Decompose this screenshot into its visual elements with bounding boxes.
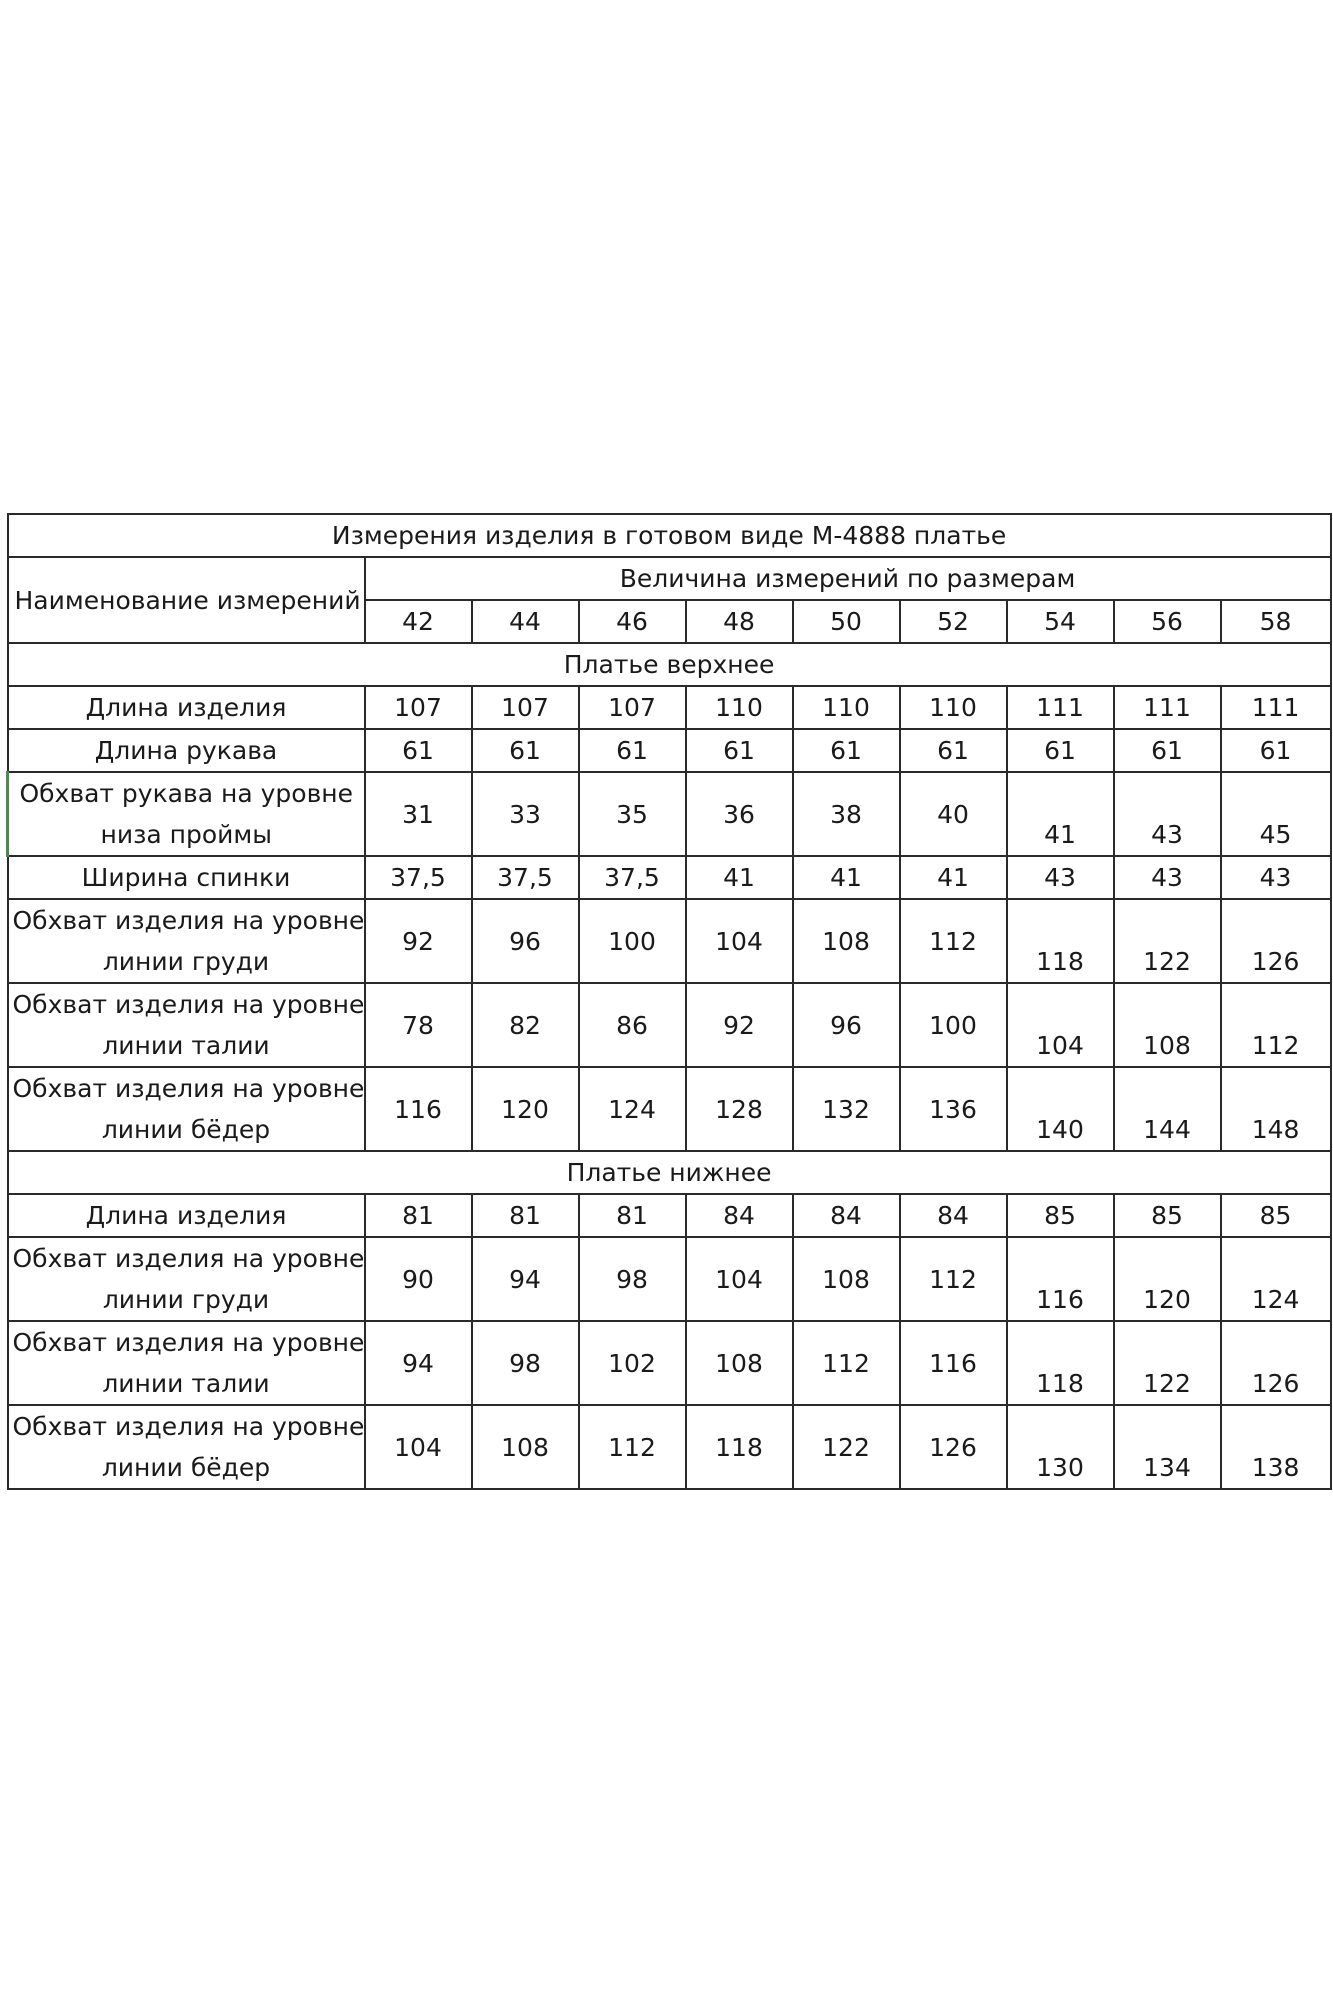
value-cell: 85 [1221,1194,1331,1237]
value-cell: 86 [579,983,686,1067]
measurement-label-line: Обхват изделия на уровне [12,1412,365,1441]
value-cell: 98 [472,1321,579,1405]
value-cell: 128 [686,1067,793,1151]
value-cell: 108 [1114,983,1221,1067]
value-cell: 37,5 [365,856,472,899]
value-cell: 61 [472,729,579,772]
size-header-cell: 42 [365,600,472,643]
value-cell: 84 [900,1194,1007,1237]
value-cell: 35 [579,772,686,856]
measurement-label [8,729,365,772]
measurement-label [8,1237,365,1321]
value-cell: 41 [793,856,900,899]
value-cell: 110 [686,686,793,729]
measurement-label-line: Обхват изделия на уровне [12,906,365,935]
value-cell: 112 [900,899,1007,983]
value-cell: 122 [1114,1321,1221,1405]
size-header-cell: 58 [1221,600,1331,643]
table-row [8,899,1331,983]
value-cell: 82 [472,983,579,1067]
value-cell: 38 [793,772,900,856]
value-cell: 100 [900,983,1007,1067]
value-cell: 78 [365,983,472,1067]
value-cell: 104 [1007,983,1114,1067]
value-cell: 124 [1221,1237,1331,1321]
size-header-cell: 44 [472,600,579,643]
value-cell: 81 [365,1194,472,1237]
value-cell: 120 [1114,1237,1221,1321]
value-cell: 81 [579,1194,686,1237]
value-cell: 116 [365,1067,472,1151]
measurement-label-line: линии талии [102,1031,270,1060]
value-cell: 41 [686,856,793,899]
measurement-label [8,1405,365,1489]
value-cell: 36 [686,772,793,856]
size-header-cell: 52 [900,600,1007,643]
measurement-label [8,983,365,1067]
value-cell: 61 [1221,729,1331,772]
section-title: Платье нижнее [8,1151,1331,1194]
value-cell: 108 [793,1237,900,1321]
table-row [8,856,1331,899]
measurement-label-line: линии бёдер [101,1453,271,1482]
value-cell: 92 [686,983,793,1067]
table-row [8,1405,1331,1489]
size-header-cell: 50 [793,600,900,643]
value-cell: 138 [1221,1405,1331,1489]
value-cell: 136 [900,1067,1007,1151]
name-column-header: Наименование измерений [8,557,365,643]
value-cell: 98 [579,1237,686,1321]
value-cell: 144 [1114,1067,1221,1151]
value-cell: 110 [900,686,1007,729]
value-cell: 112 [793,1321,900,1405]
value-cell: 108 [472,1405,579,1489]
value-cell: 96 [793,983,900,1067]
measurement-label-line: Обхват изделия на уровне [12,990,365,1019]
size-header-cell: 48 [686,600,793,643]
value-cell: 111 [1221,686,1331,729]
value-cell: 130 [1007,1405,1114,1489]
table-row [8,772,1331,856]
value-cell: 122 [793,1405,900,1489]
table-row [8,1321,1331,1405]
table-title: Измерения изделия в готовом виде М-4888 платье [8,514,1331,557]
size-header-cell: 56 [1114,600,1221,643]
value-cell: 112 [579,1405,686,1489]
value-cell: 37,5 [472,856,579,899]
measurement-sheet [6,513,1329,1490]
measurement-label-line: низа проймы [100,820,272,849]
value-cell: 61 [793,729,900,772]
section-row [8,1151,1331,1194]
measurement-label-line: Обхват изделия на уровне [12,1244,365,1273]
measurement-label [8,899,365,983]
value-cell: 126 [1221,1321,1331,1405]
value-cell: 140 [1007,1067,1114,1151]
measurement-label-line: Ширина спинки [81,863,291,892]
value-cell: 112 [900,1237,1007,1321]
value-cell: 104 [686,899,793,983]
table-row [8,686,1331,729]
measurement-label-line: Обхват рукава на уровне [19,779,354,808]
value-cell: 61 [900,729,1007,772]
value-cell: 61 [686,729,793,772]
value-cell: 61 [1007,729,1114,772]
value-cell: 84 [793,1194,900,1237]
measurement-label [8,1321,365,1405]
value-cell: 43 [1007,856,1114,899]
size-header-cell: 54 [1007,600,1114,643]
value-cell: 126 [1221,899,1331,983]
measurement-label-line: линии бёдер [101,1115,271,1144]
value-cell: 61 [1114,729,1221,772]
size-chart-table [6,513,1332,1490]
value-cell: 37,5 [579,856,686,899]
measurement-label-line: Обхват изделия на уровне [12,1074,365,1103]
value-cell: 40 [900,772,1007,856]
measurement-label-line: Обхват изделия на уровне [12,1328,365,1357]
sizes-header: Величина измерений по размерам [365,557,1331,600]
value-cell: 124 [579,1067,686,1151]
measurement-label-line: линии груди [102,1285,270,1314]
value-cell: 43 [1114,856,1221,899]
measurement-label [8,1194,365,1237]
value-cell: 107 [579,686,686,729]
value-cell: 61 [579,729,686,772]
value-cell: 85 [1007,1194,1114,1237]
value-cell: 111 [1114,686,1221,729]
value-cell: 116 [1007,1237,1114,1321]
value-cell: 41 [900,856,1007,899]
value-cell: 100 [579,899,686,983]
table-row [8,1237,1331,1321]
value-cell: 111 [1007,686,1114,729]
measurement-label-line: линии груди [102,947,270,976]
measurement-label-line: Длина рукава [94,736,278,765]
value-cell: 85 [1114,1194,1221,1237]
value-cell: 96 [472,899,579,983]
table-row [8,1067,1331,1151]
measurement-label [8,856,365,899]
value-cell: 116 [900,1321,1007,1405]
value-cell: 31 [365,772,472,856]
value-cell: 84 [686,1194,793,1237]
table-row [8,983,1331,1067]
value-cell: 43 [1221,856,1331,899]
value-cell: 102 [579,1321,686,1405]
value-cell: 92 [365,899,472,983]
value-cell: 112 [1221,983,1331,1067]
value-cell: 81 [472,1194,579,1237]
value-cell: 134 [1114,1405,1221,1489]
value-cell: 33 [472,772,579,856]
value-cell: 90 [365,1237,472,1321]
value-cell: 108 [793,899,900,983]
value-cell: 107 [472,686,579,729]
value-cell: 45 [1221,772,1331,856]
value-cell: 104 [365,1405,472,1489]
value-cell: 120 [472,1067,579,1151]
value-cell: 94 [365,1321,472,1405]
value-cell: 107 [365,686,472,729]
value-cell: 118 [686,1405,793,1489]
size-header-cell: 46 [579,600,686,643]
value-cell: 122 [1114,899,1221,983]
value-cell: 108 [686,1321,793,1405]
measurement-label-line: линии талии [102,1369,270,1398]
value-cell: 118 [1007,899,1114,983]
value-cell: 61 [365,729,472,772]
value-cell: 94 [472,1237,579,1321]
value-cell: 148 [1221,1067,1331,1151]
table-row [8,729,1331,772]
value-cell: 43 [1114,772,1221,856]
section-row [8,643,1331,686]
table-row [8,1194,1331,1237]
value-cell: 132 [793,1067,900,1151]
measurement-label [8,772,365,856]
value-cell: 126 [900,1405,1007,1489]
measurement-label-line: Длина изделия [85,1201,287,1230]
measurement-label [8,1067,365,1151]
value-cell: 41 [1007,772,1114,856]
value-cell: 104 [686,1237,793,1321]
section-title: Платье верхнее [8,643,1331,686]
measurement-label [8,686,365,729]
value-cell: 110 [793,686,900,729]
value-cell: 118 [1007,1321,1114,1405]
measurement-label-line: Длина изделия [85,693,287,722]
